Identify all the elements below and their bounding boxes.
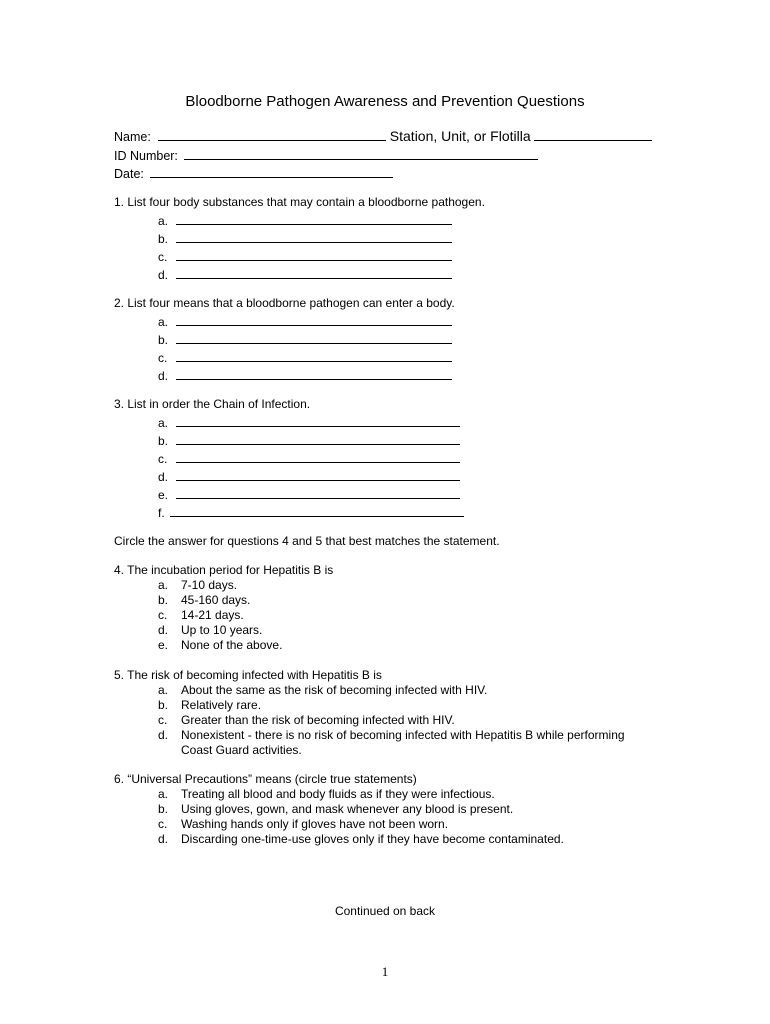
q5-letter-a: a. bbox=[158, 683, 169, 697]
q6-letter-c: c. bbox=[158, 817, 168, 831]
q6-option-c[interactable]: Washing hands only if gloves have not been worn. bbox=[181, 817, 449, 831]
q3-letter-a: a. bbox=[158, 416, 169, 430]
q2-item-a bbox=[158, 313, 452, 329]
page-number: 1 bbox=[381, 964, 389, 979]
q2-answer-b[interactable] bbox=[176, 331, 452, 344]
q3-letter-f: f. bbox=[158, 506, 165, 520]
q1-answer-b[interactable] bbox=[176, 230, 452, 243]
q5-option-d[interactable]: Nonexistent - there is no risk of becoming infected with Hepatitis B while performing bbox=[181, 728, 625, 742]
question-2: 2. List four means that a bloodborne pathogen can enter a body. bbox=[114, 296, 455, 310]
q3-answer-f[interactable] bbox=[170, 504, 464, 517]
q3-item-c bbox=[158, 450, 460, 466]
q3-item-e bbox=[158, 486, 460, 502]
q4-letter-c: c. bbox=[158, 608, 168, 622]
date-row bbox=[114, 165, 393, 181]
document-title: Bloodborne Pathogen Awareness and Prevention Questions bbox=[185, 93, 585, 110]
question-1: 1. List four body substances that may contain a bloodborne pathogen. bbox=[114, 195, 485, 209]
q2-item-c bbox=[158, 349, 452, 365]
q2-letter-c: c. bbox=[158, 351, 168, 365]
q3-item-d bbox=[158, 468, 460, 484]
q1-item-d bbox=[158, 266, 452, 282]
q4-option-e[interactable]: None of the above. bbox=[181, 638, 283, 652]
q3-letter-d: d. bbox=[158, 470, 169, 484]
q4-letter-a: a. bbox=[158, 578, 169, 592]
q6-option-a[interactable]: Treating all blood and body fluids as if they were infectious. bbox=[181, 787, 495, 801]
q1-letter-c: c. bbox=[158, 250, 168, 264]
q1-answer-c[interactable] bbox=[176, 248, 452, 261]
q3-answer-c[interactable] bbox=[176, 450, 460, 463]
q4-letter-d: d. bbox=[158, 623, 169, 637]
id-row bbox=[114, 147, 538, 163]
q3-answer-b[interactable] bbox=[176, 432, 460, 445]
q5-option-c[interactable]: Greater than the risk of becoming infected with HIV. bbox=[181, 713, 455, 727]
q6-letter-a: a. bbox=[158, 787, 169, 801]
q4-letter-b: b. bbox=[158, 593, 169, 607]
q4-option-c[interactable]: 14-21 days. bbox=[181, 608, 244, 622]
question-3: 3. List in order the Chain of Infection. bbox=[114, 397, 311, 411]
q3-answer-a[interactable] bbox=[176, 414, 460, 427]
station-label: Station, Unit, or Flotilla bbox=[389, 128, 531, 144]
q3-letter-c: c. bbox=[158, 452, 168, 466]
q6-option-b[interactable]: Using gloves, gown, and mask whenever any blood is present. bbox=[181, 802, 514, 816]
q6-option-d[interactable]: Discarding one-time-use gloves only if they have become contaminated. bbox=[181, 832, 564, 846]
q2-item-d bbox=[158, 367, 452, 383]
q4-option-b[interactable]: 45-160 days. bbox=[181, 593, 251, 607]
continued-note: Continued on back bbox=[334, 904, 436, 918]
question-6: 6. “Universal Precautions” means (circle true statements) bbox=[114, 772, 417, 786]
name-field[interactable] bbox=[158, 128, 386, 141]
q1-item-a bbox=[158, 212, 452, 228]
name-row bbox=[114, 128, 652, 144]
q2-answer-d[interactable] bbox=[176, 367, 452, 380]
name-label: Name: bbox=[114, 130, 151, 144]
q6-letter-b: b. bbox=[158, 802, 169, 816]
q5-letter-c: c. bbox=[158, 713, 168, 727]
q3-answer-e[interactable] bbox=[176, 486, 460, 499]
q3-letter-e: e. bbox=[158, 488, 169, 502]
q1-item-c bbox=[158, 248, 452, 264]
q4-option-a[interactable]: 7-10 days. bbox=[181, 578, 238, 592]
q3-item-a bbox=[158, 414, 460, 430]
date-field[interactable] bbox=[150, 165, 393, 178]
question-4: 4. The incubation period for Hepatitis B is bbox=[114, 563, 334, 577]
station-field[interactable] bbox=[534, 128, 652, 141]
q5-letter-d: d. bbox=[158, 728, 169, 742]
q2-letter-a: a. bbox=[158, 315, 169, 329]
q4-letter-e: e. bbox=[158, 638, 169, 652]
q6-letter-d: d. bbox=[158, 832, 169, 846]
q2-letter-d: d. bbox=[158, 369, 169, 383]
q1-letter-b: b. bbox=[158, 232, 169, 246]
q1-letter-a: a. bbox=[158, 214, 169, 228]
q5-option-d-continued[interactable]: Coast Guard activities. bbox=[181, 743, 302, 757]
id-label: ID Number: bbox=[114, 149, 178, 163]
q3-letter-b: b. bbox=[158, 434, 169, 448]
q5-option-a[interactable]: About the same as the risk of becoming infected with HIV. bbox=[181, 683, 488, 697]
date-label: Date: bbox=[114, 167, 144, 181]
question-5: 5. The risk of becoming infected with Hepatitis B is bbox=[114, 668, 382, 682]
q1-answer-a[interactable] bbox=[176, 212, 452, 225]
id-field[interactable] bbox=[184, 147, 538, 160]
q1-item-b bbox=[158, 230, 452, 246]
q2-answer-a[interactable] bbox=[176, 313, 452, 326]
instruction-text: Circle the answer for questions 4 and 5 that best matches the statement. bbox=[114, 534, 500, 548]
q4-option-d[interactable]: Up to 10 years. bbox=[181, 623, 263, 637]
q3-item-f bbox=[158, 504, 464, 520]
q1-letter-d: d. bbox=[158, 268, 169, 282]
q3-answer-d[interactable] bbox=[176, 468, 460, 481]
q5-letter-b: b. bbox=[158, 698, 169, 712]
q1-answer-d[interactable] bbox=[176, 266, 452, 279]
q3-item-b bbox=[158, 432, 460, 448]
q2-item-b bbox=[158, 331, 452, 347]
q5-option-b[interactable]: Relatively rare. bbox=[181, 698, 262, 712]
q2-answer-c[interactable] bbox=[176, 349, 452, 362]
q2-letter-b: b. bbox=[158, 333, 169, 347]
